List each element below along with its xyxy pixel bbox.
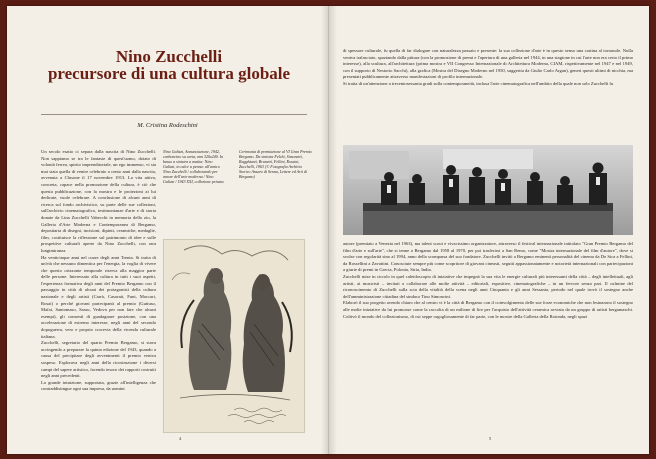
right-paragraph: Zucchelli mise in circolo in quel caleidoscopio di iniziative che impegnò la sua vita le energie culturali più interessanti della città – degli intellettuali, agli artisti, ai musicisti – invitati a collaborare alle molte attività – editoriali, espositive, cinematografiche – in un fervore senza pari. Il culmine del riconoscimento di Zucchelli sulla scia della vitalità della scena negli anni Cinquanta e gli anni Sessanta, periodo nel quale trovò il sostegno anche dell'amministrazione cittadina del sindaco Tino Simoncini.: [343, 273, 633, 299]
ceremony-photo-image: [343, 145, 633, 235]
left-body-column: [41, 149, 156, 393]
drawing-caption: Nino Galizzi, Annunciazione, 1942, carboncino su carta, mm 320x240. In basso a sinistra a matita: Nino Galizzi, in calce a penna: all'amico Nino Zucchelli / collaborando per amore dell'arte moderna / Nino Galizzi / 1943 XXI, collezione privata.: [163, 149, 225, 184]
right-paragraph: autore (premiato a Venezia nel 1963), ma talent scout e vivacissimo organizzatore, attraverso il festival internazionale intitolato "Gran Premio Bergamo del film d'arte e sull'arte", che si tenne a Bergamo dal 1958 al 1970, per poi trasferirsi a San Remo, come "Mostra internazionale del film d'autore", dove si svolse con regolarità sino al 1994, anno della scomparsa del suo fondatore. Zucchelli invitò a Bergamo eminenti personalità del cinema da De Sica a Fellini, da Rossellini a Zavattini. Conosciute sempre più come scopritore di giovani cineasti, seguiti appassionatamente e notorietà internazionali con partecipazioni a giurie di premi in Grecia, Polonia, Siria, India.: [343, 241, 633, 273]
magazine-spread: [7, 6, 649, 454]
left-paragraph: Un secolo esatto ci separa dalla nascita di Nino Zucchelli. Non sappiamo se tra le fantasie di quest'uomo, dotato di volontà ferrea, spirito imprenditoriale, un ego immenso, vi sia mai stata quella di venire celebrato a cento anni dalla nascita, avvenuta a Clusone il 17 novembre 1913. La vita attiva, concreta, capace nella promozione della cultura, è ciò che questa pubblicazione, con la mostra e le proiezioni ai lui dedicate, vuole celebrare. A conclusione di alcuni anni di ricerca sul fondo archivistico, su parte delle sue collezioni, sull'archivio cinematografico, testimonianze d'arte e di storia donate da Lina Zucchelli Vabecchi in memoria dello zio, la Galleria d'Arte Moderna e Contemporanea di Bergamo, depositaria di disegni, incisioni, dipinti, ceramiche, medaglie, film, costituisce la riflessione sul patrimonio di idee e sulle prospettive culturali aperte da Nino Zucchelli, con rara lungimiranza.: [41, 149, 156, 253]
title-divider: [41, 114, 307, 115]
page-number-right: 5: [489, 436, 492, 441]
photo-caption: Cerimonia di premiazione al VI Gran Premio Bergamo. Da sinistra Felchi, Simonetti, Ragghianti, Brunetti, Fellini, Rossini, Zucchelli, 1963 (© Fotografia Archivio Storico Ansaro di Senna, Lettere ed Arti di Bergamo): [239, 149, 312, 179]
left-paragraph: La grande intuizione, supportata, grazie all'intelligenza che contraddistingue ogni sua impresa, da uomini: [41, 379, 156, 392]
left-paragraph: Ha venticinque anni nel cuore degli anni Trenta. Si tratta di un'età che nessuno dimentica per l'energia, la voglia di vivere che questo orizzonte temporale riserva alla maggior parte delle persone. Interessato alla cultura in tutti i suoi aspetti, l'esperienza formativa degli anni del Premio Bergamo con il passaggio in città di alcuni dei protagonisti della cultura nazionale e degli artisti (Carrà, Casorati, Funi, Maccari, Rosai) o perché giovani partecipanti al premio (Guttuso, Mafai, Santomaso, Sassu, Vedova per non fare che alcuni esempi), gli consentì di guadagnare posizione, con una accelerazione di estremo interesse, negli anni del secondo dopoguerra, vero e proprio crocevia della vicenda culturale italiana.: [41, 254, 156, 339]
right-paragraph: di spessore culturale, fu quella di far dialogare con naturalezza passato e presente: la sua collezione d'arte è in questo senso una cartina al tornasole. Nulla veniva tralasciato, spaziando dalla pittura (con la promozione di premi e l'apertura di una galleria nel 1944, in una stagione in cui l'arte non era certo il primo interesse), alla scultura, all'architettura (prima mostra e VII Congresso Internazionale di Architettura Moderna, CIAM, rispettivamente nel 1947 e nel 1949, con il supporto di Nestorio Sacchi), alla grafica (Mostra del Disegno Moderno nel 1950, suggerita da Giulio Carlo Argan), generi questi ultimi di nicchia, ma presentati pubblicamente attraverso manifestazioni di profilo internazionale.: [343, 48, 633, 80]
right-body-bottom: [343, 241, 633, 320]
title-line-2: precursore di una cultura globale: [47, 64, 291, 83]
right-body-top: [343, 48, 633, 88]
article-title: [29, 48, 309, 82]
title-line-1: Nino Zucchelli: [115, 47, 223, 66]
annunciation-drawing: [163, 239, 305, 433]
right-page: [329, 6, 649, 454]
award-ceremony-photo: [343, 145, 633, 235]
page-number-left: 4: [179, 436, 182, 441]
left-paragraph: Zucchelli, segretario del quarto Premio Bergamo, si stava accingendo a preparare la quinta edizione del 1943, quando a causa del precipitare degli avvenimenti il premio venivа sospeso. Esplorava negli anni della ricostruzione i diversi campi del sapere artistico, facendo tesoro dei rapporti costruiti negli anni precedenti.: [41, 340, 156, 379]
drawing-illustration: [164, 240, 304, 432]
author-byline: M. Cristina Rodeschini: [137, 122, 198, 129]
left-page: [7, 6, 329, 454]
right-paragraph: Si tratta di un'attenzione a trecentosessanta gradi sulla contemporaneità, inclusa l'arte cinematografica nell'ambito della quale non solo Zucchelli fu: [343, 80, 614, 86]
right-paragraph: Elaborò il suo progetto avendo chiaro che al centro vi è la città di Bergamo con il coinvolgimento delle sue forze economiche che non lesinarono il sostegno alle molte iniziative da lui promosse come la raccolta di un milione di lire per l'acquisto dell'attività ceramica avviata da un gruppo di artisti bergamaschi. Coltivò il mondo del collezionismo, di cui seppe orgogliosamente di far parte, con le mostre della Galleria della Rotonda, negli spazi: [343, 300, 633, 319]
